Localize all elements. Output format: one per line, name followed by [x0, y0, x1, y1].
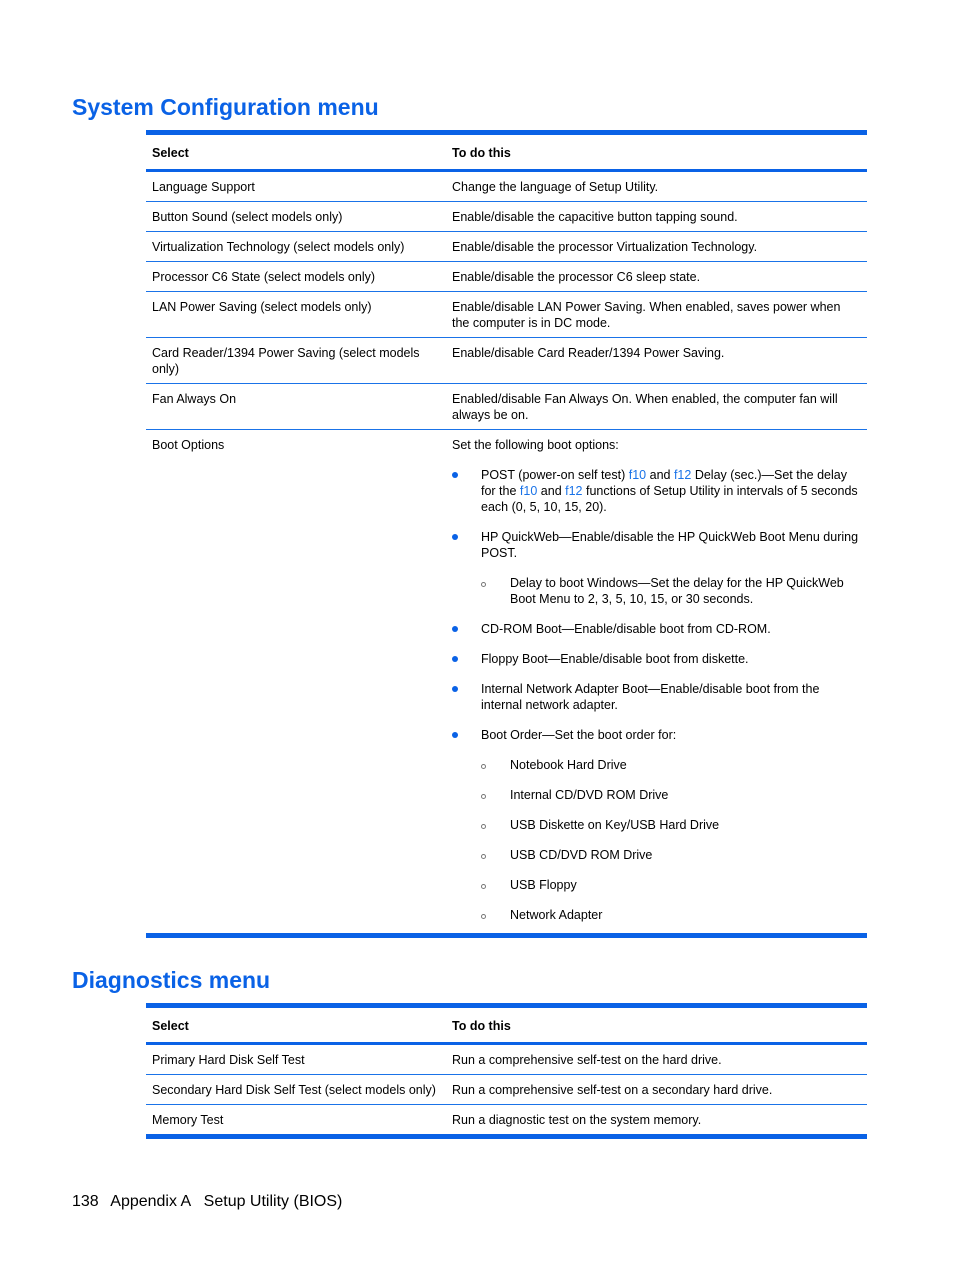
- sub-list-item: [481, 757, 861, 773]
- sub-list-item: [481, 787, 861, 803]
- boot-options-list: [452, 467, 861, 923]
- boot-order-item: USB Diskette on Key/USB Hard Drive: [510, 818, 720, 832]
- table-row: [146, 202, 867, 232]
- sub-list-item: [481, 877, 861, 893]
- bullet-icon: [452, 686, 458, 692]
- section-title-system-configuration: System Configuration menu: [72, 94, 379, 120]
- list-item: [452, 529, 861, 607]
- sub-bullet-icon: [481, 824, 486, 829]
- boot-order-item: USB CD/DVD ROM Drive: [510, 848, 653, 862]
- boot-order-item: Notebook Hard Drive: [510, 758, 627, 772]
- network-adapter-boot-text: Internal Network Adapter Boot—Enable/disable boot from the internal network adapter.: [481, 682, 820, 712]
- list-item: [452, 681, 861, 713]
- select-cell: Memory Test: [146, 1105, 446, 1137]
- bullet-icon: [452, 732, 458, 738]
- post-text-5: functions of Setup Utility in intervals of 5 seconds each (0, 5, 10, 15, 20).: [481, 484, 858, 514]
- boot-order-item: Network Adapter: [510, 908, 603, 922]
- list-item: [452, 621, 861, 637]
- sub-bullet-icon: [481, 854, 486, 859]
- post-text-1: POST (power-on self test): [481, 468, 629, 482]
- diagnostics-table: [146, 1003, 867, 1139]
- column-header-to-do-this: To do this: [446, 133, 867, 171]
- table-row: [146, 171, 867, 202]
- select-cell: Language Support: [146, 171, 446, 202]
- table-row: [146, 292, 867, 338]
- select-cell: Primary Hard Disk Self Test: [146, 1044, 446, 1075]
- table-row: [146, 338, 867, 384]
- action-cell: Enable/disable the processor C6 sleep state.: [446, 262, 867, 292]
- page-number: 138: [72, 1193, 99, 1210]
- boot-order-item: USB Floppy: [510, 878, 577, 892]
- table-header-row: [146, 133, 867, 171]
- table-row: [146, 1105, 867, 1137]
- sub-bullet-icon: [481, 764, 486, 769]
- select-cell: Boot Options: [146, 430, 446, 936]
- table-row: [146, 1075, 867, 1105]
- action-cell: [446, 430, 867, 936]
- action-cell: Change the language of Setup Utility.: [446, 171, 867, 202]
- table-row: [146, 262, 867, 292]
- action-cell: Run a comprehensive self-test on a secondary hard drive.: [446, 1075, 867, 1105]
- sub-bullet-icon: [481, 794, 486, 799]
- column-header-select: Select: [146, 133, 446, 171]
- sub-bullet-icon: [481, 914, 486, 919]
- bullet-icon: [452, 626, 458, 632]
- action-cell: Enable/disable LAN Power Saving. When enabled, saves power when the computer is in DC mode.: [446, 292, 867, 338]
- select-cell: LAN Power Saving (select models only): [146, 292, 446, 338]
- post-text-4: and: [537, 484, 566, 498]
- select-cell: Processor C6 State (select models only): [146, 262, 446, 292]
- sub-list-item: [481, 575, 861, 607]
- table-row: [146, 232, 867, 262]
- table-row: [146, 1044, 867, 1075]
- bullet-icon: [452, 534, 458, 540]
- action-cell: Enable/disable Card Reader/1394 Power Saving.: [446, 338, 867, 384]
- boot-order-text: Boot Order—Set the boot order for:: [481, 728, 677, 742]
- post-text-3: Delay (sec.)—Set the delay for the: [481, 468, 847, 498]
- quickweb-sublist: [481, 575, 861, 607]
- boot-order-item: Internal CD/DVD ROM Drive: [510, 788, 669, 802]
- sub-list-item: [481, 907, 861, 923]
- select-cell: Virtualization Technology (select models only): [146, 232, 446, 262]
- action-cell: Enable/disable the capacitive button tapping sound.: [446, 202, 867, 232]
- table-row-boot-options: [146, 430, 867, 936]
- select-cell: Secondary Hard Disk Self Test (select models only): [146, 1075, 446, 1105]
- action-cell: Enabled/disable Fan Always On. When enabled, the computer fan will always be on.: [446, 384, 867, 430]
- list-item: [452, 651, 861, 667]
- list-item: [452, 467, 861, 515]
- boot-order-sublist: [481, 757, 861, 923]
- bullet-icon: [452, 472, 458, 478]
- select-cell: Button Sound (select models only): [146, 202, 446, 232]
- chapter-title: Setup Utility (BIOS): [203, 1193, 343, 1210]
- chapter-label: Appendix A: [110, 1193, 192, 1210]
- section-title-diagnostics: Diagnostics menu: [72, 967, 271, 993]
- sub-bullet-icon: [481, 582, 486, 587]
- post-text-2: and: [646, 468, 674, 482]
- quickweb-text: HP QuickWeb—Enable/disable the HP QuickWeb Boot Menu during POST.: [481, 530, 859, 560]
- key-f12: f12: [565, 484, 583, 498]
- key-f10: f10: [628, 468, 647, 482]
- floppy-boot-text: Floppy Boot—Enable/disable boot from diskette.: [481, 652, 749, 666]
- action-cell: Run a diagnostic test on the system memory.: [446, 1105, 867, 1137]
- bullet-icon: [452, 656, 458, 662]
- table-row: [146, 384, 867, 430]
- key-f10: f10: [519, 484, 538, 498]
- column-header-select: Select: [146, 1006, 446, 1044]
- system-configuration-table: [146, 130, 867, 938]
- cdrom-boot-text: CD-ROM Boot—Enable/disable boot from CD-ROM.: [481, 622, 771, 636]
- sub-bullet-icon: [481, 884, 486, 889]
- column-header-to-do-this: To do this: [446, 1006, 867, 1044]
- page-footer: [72, 1192, 350, 1212]
- select-cell: Card Reader/1394 Power Saving (select models only): [146, 338, 446, 384]
- sub-list-item: [481, 847, 861, 863]
- key-f12: f12: [673, 468, 692, 482]
- select-cell: Fan Always On: [146, 384, 446, 430]
- list-item: [452, 727, 861, 923]
- boot-options-intro: Set the following boot options:: [452, 438, 619, 452]
- table-header-row: [146, 1006, 867, 1044]
- action-cell: Enable/disable the processor Virtualization Technology.: [446, 232, 867, 262]
- quickweb-delay-text: Delay to boot Windows—Set the delay for the HP QuickWeb Boot Menu to 2, 3, 5, 10, 15, or 30 seconds.: [510, 576, 844, 606]
- sub-list-item: [481, 817, 861, 833]
- action-cell: Run a comprehensive self-test on the hard drive.: [446, 1044, 867, 1075]
